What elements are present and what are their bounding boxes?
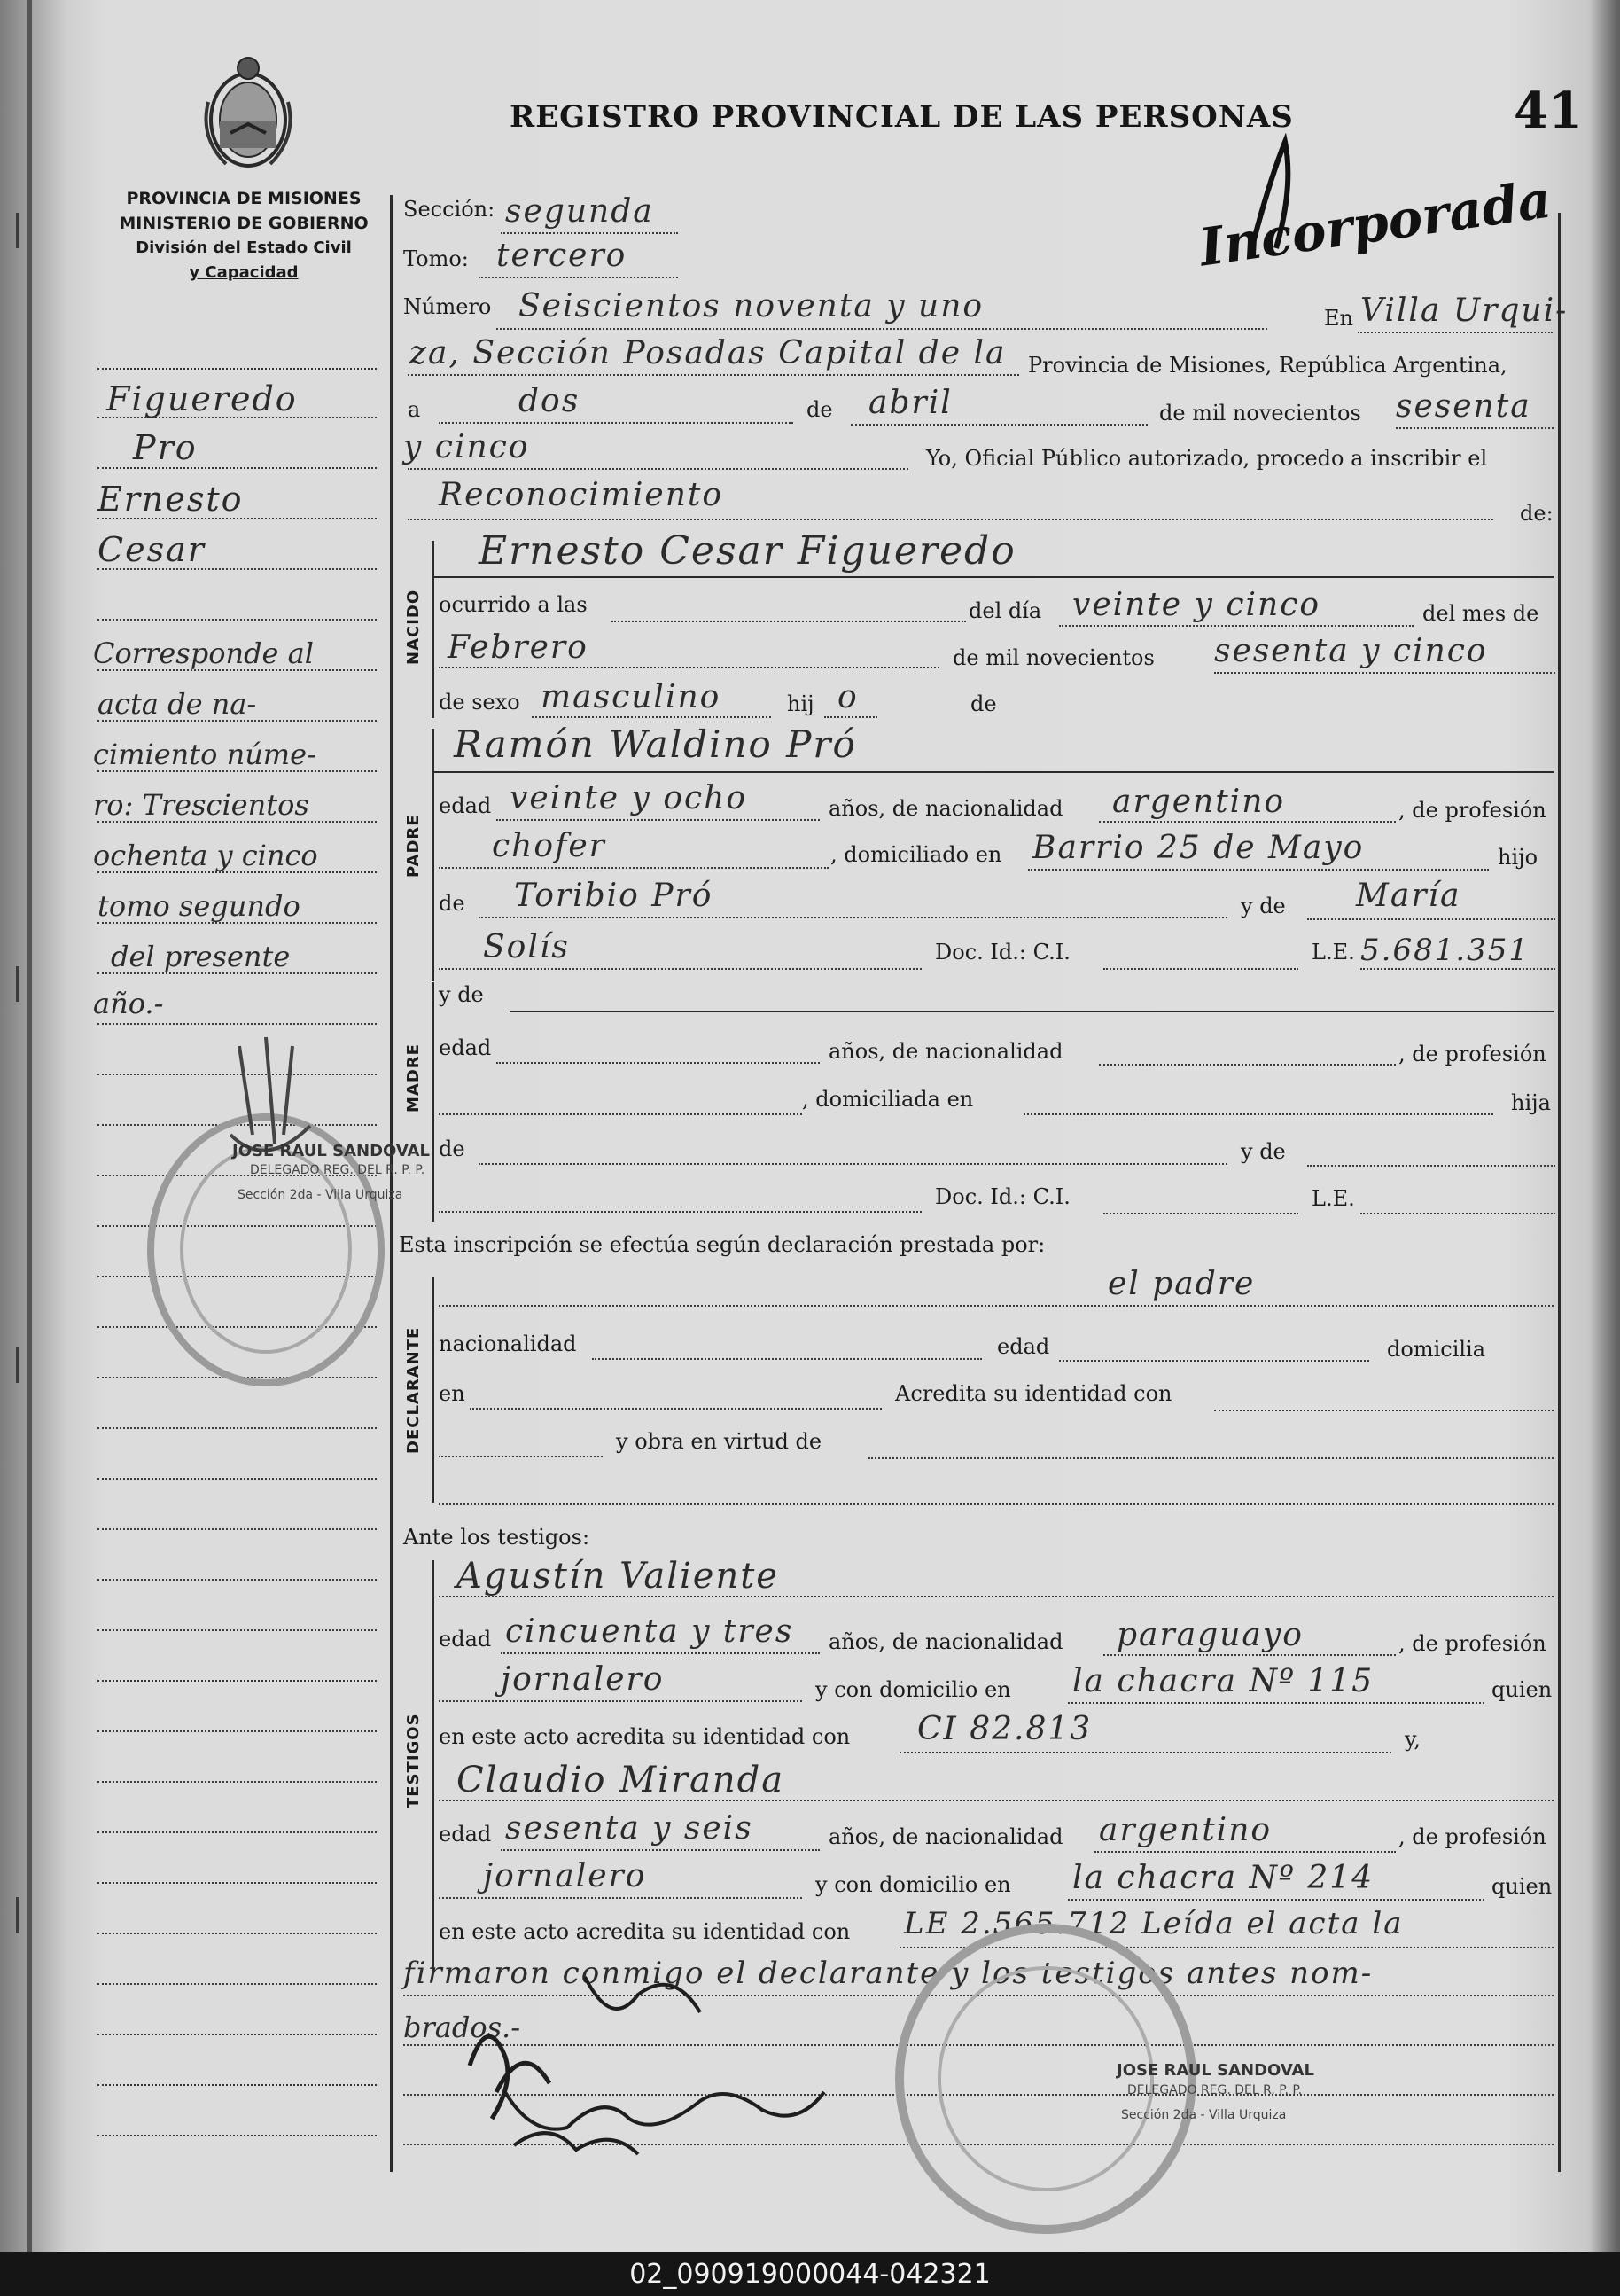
birth-year-value: sesenta y cinco: [1214, 633, 1488, 669]
t2-anios-label: años, de nacionalidad: [829, 1824, 1063, 1849]
del-mes-label: del mes de: [1422, 601, 1539, 626]
t1-quien-label: quien: [1491, 1677, 1553, 1702]
official-signature: Incorporada: [1196, 168, 1555, 278]
paternal-grandmother-cont: Solís: [483, 929, 570, 965]
del-dia-label: del día: [969, 598, 1042, 623]
father-address: Barrio 25 de Mayo: [1032, 830, 1365, 866]
madre-doc-label: Doc. Id.: C.I.: [935, 1184, 1071, 1209]
declarante-nacionalidad-label: nacionalidad: [439, 1332, 577, 1356]
dia-value: dos: [518, 383, 580, 419]
birth-month-value: Febrero: [448, 629, 588, 666]
testigos-bracket: [432, 1560, 434, 1968]
right-column-border: [1558, 213, 1561, 2172]
madre-domiciliada-label: , domiciliada en: [802, 1087, 974, 1112]
madre-section-label: MADRE: [404, 1043, 423, 1113]
padre-le-label: L.E.: [1312, 940, 1355, 964]
page-number: 41: [1514, 82, 1583, 140]
margin-note-line: acta de na-: [97, 687, 257, 721]
place-line: za, Sección Posadas Capital de la: [409, 335, 1007, 371]
de-label: de: [806, 397, 833, 422]
t1-acredita-label: en este acto acredita su identidad con: [439, 1724, 851, 1749]
en-value: Villa Urqui-: [1360, 293, 1569, 329]
margin-note-line: ochenta y cinco: [93, 839, 318, 872]
bottom-stamp-place: Sección 2da - Villa Urquiza: [1121, 2108, 1287, 2122]
witness-1-document: CI 82.813: [917, 1711, 1093, 1747]
padre-section-label: PADRE: [404, 814, 423, 878]
madre-de-label: de: [439, 1136, 465, 1161]
paternal-grandfather: Toribio Pró: [514, 878, 713, 914]
book-binding: [27, 0, 32, 2252]
hij-de-label: de: [970, 691, 997, 716]
madre-y-de2-label: y de: [1241, 1139, 1286, 1164]
testigos-text: Ante los testigos:: [403, 1525, 590, 1550]
division-line: División del Estado Civil: [136, 238, 352, 257]
t2-quien-label: quien: [1491, 1874, 1553, 1899]
testigos-section-label: TESTIGOS: [404, 1713, 423, 1808]
padre-hijo-label: hijo: [1498, 845, 1538, 870]
margin-surname-2: Pro: [133, 428, 198, 467]
margin-stamp-place: Sección 2da - Villa Urquiza: [238, 1188, 403, 1202]
de-colon-label: de:: [1520, 501, 1554, 526]
margin-note-line: Corresponde al: [93, 636, 314, 670]
margin-stamp-name: JOSE RAUL SANDOVAL: [232, 1142, 430, 1160]
sexo-label: de sexo: [439, 690, 520, 715]
binding-stitch: [16, 213, 19, 248]
closing-line: firmaron conmigo el declarante y los testigos antes nom-: [403, 1956, 1374, 1991]
witness-signatures: [408, 1959, 957, 2163]
witness-2-profession: jornalero: [483, 1858, 647, 1894]
t2-profesion-label: , de profesión: [1398, 1824, 1546, 1849]
witness-1-age: cincuenta y tres: [505, 1613, 794, 1650]
page-edge-shadow: [1591, 0, 1620, 2252]
sexo-value: masculino: [541, 679, 721, 715]
scan-caption: 02_090919000044-042321: [629, 2259, 991, 2290]
mes-value: abril: [868, 385, 953, 421]
margin-given-name-2: Cesar: [97, 530, 206, 569]
margin-note-line: tomo segundo: [97, 889, 300, 923]
province-line: PROVINCIA DE MISIONES: [126, 189, 362, 208]
declarante-bracket: [432, 1277, 434, 1503]
declarante-en-label: en: [439, 1381, 465, 1406]
padre-bracket: [432, 729, 434, 981]
margin-surname: Figueredo: [106, 379, 298, 418]
margin-note-line: cimiento núme-: [93, 738, 316, 771]
scan-caption-bar: [0, 2252, 1620, 2296]
en-label: En: [1324, 306, 1353, 331]
witness-1-nationality: paraguayo: [1117, 1617, 1304, 1653]
father-age: veinte y ocho: [510, 780, 748, 816]
padre-domiciliado-label: , domiciliado en: [830, 842, 1002, 867]
declarante-section-label: DECLARANTE: [404, 1326, 423, 1454]
birth-day-value: veinte y cinco: [1072, 587, 1321, 623]
witness-1-name: Agustín Valiente: [456, 1556, 779, 1597]
madre-edad-label: edad: [439, 1035, 492, 1060]
anio-value: sesenta: [1396, 388, 1531, 425]
declarante-value: el padre: [1108, 1266, 1256, 1302]
ministry-line: MINISTERIO DE GOBIERNO: [119, 214, 369, 233]
witness-1-address: la chacra Nº 115: [1072, 1663, 1375, 1699]
madre-profesion-label: , de profesión: [1398, 1042, 1546, 1066]
witness-2-nationality: argentino: [1099, 1812, 1273, 1848]
child-name: Ernesto Cesar Figueredo: [479, 528, 1016, 574]
margin-note-line: año.-: [93, 987, 164, 1020]
witness-2-document: LE 2.565.712 Leída el acta la: [904, 1906, 1404, 1941]
t1-anios-label: años, de nacionalidad: [829, 1629, 1063, 1654]
binding-stitch: [16, 966, 19, 1002]
father-name: Ramón Waldino Pró: [454, 722, 857, 766]
padre-y-de-label: y de: [1241, 894, 1286, 918]
paternal-grandmother: María: [1356, 878, 1461, 914]
yo-text: Yo, Oficial Público autorizado, procedo a inscribir el: [926, 446, 1488, 471]
t2-acredita-label: en este acto acredita su identidad con: [439, 1919, 851, 1944]
provincia-text: Provincia de Misiones, República Argentina,: [1028, 353, 1507, 378]
nacido-section-label: NACIDO: [404, 589, 423, 665]
declarante-domicilia-label: domicilia: [1387, 1337, 1486, 1362]
acto-value: Reconocimiento: [439, 477, 724, 513]
tomo-label: Tomo:: [403, 246, 469, 271]
anio-continuation: y cinco: [403, 429, 530, 465]
madre-le-label: L.E.: [1312, 1186, 1355, 1211]
nacido-bracket: [432, 541, 434, 718]
mil-novecientos-label: de mil novecientos: [1159, 401, 1361, 426]
declarante-edad-label: edad: [997, 1334, 1050, 1359]
t1-profesion-label: , de profesión: [1398, 1631, 1546, 1656]
father-profession: chofer: [492, 828, 606, 864]
binding-stitch: [16, 1347, 19, 1383]
witness-1-profession: jornalero: [501, 1661, 665, 1698]
margin-given-name: Ernesto: [97, 480, 244, 519]
father-le-number: 5.681.351: [1360, 933, 1530, 968]
capacity-line: y Capacidad: [189, 263, 299, 282]
t1-y-label: y,: [1405, 1727, 1421, 1752]
numero-value: Seiscientos noventa y uno: [518, 288, 985, 324]
t2-domicilio-label: y con domicilio en: [815, 1872, 1011, 1897]
hij-value: o: [837, 679, 859, 715]
hij-label: hij: [787, 691, 814, 716]
province-block: [84, 186, 403, 285]
seccion-value: segunda: [505, 193, 654, 230]
birth-mil-label: de mil novecientos: [953, 645, 1155, 670]
witness-2-name: Claudio Miranda: [456, 1760, 785, 1800]
madre-hija-label: hija: [1511, 1090, 1551, 1115]
padre-anios-label: años, de nacionalidad: [829, 796, 1063, 821]
witness-2-address: la chacra Nº 214: [1072, 1860, 1375, 1896]
margin-seal-stamp: [133, 1028, 399, 1410]
margin-note-line: del presente: [111, 940, 291, 973]
padre-de-label: de: [439, 891, 465, 916]
coat-of-arms-icon: [199, 49, 297, 173]
numero-label: Número: [403, 294, 492, 319]
t1-edad-label: edad: [439, 1627, 492, 1652]
ocurrido-label: ocurrido a las: [439, 592, 588, 617]
padre-doc-label: Doc. Id.: C.I.: [935, 940, 1071, 964]
declaracion-text: Esta inscripción se efectúa según declaración prestada por:: [399, 1232, 1046, 1257]
tomo-value: tercero: [496, 238, 627, 274]
padre-profesion-label: , de profesión: [1398, 798, 1546, 823]
a-label: a: [408, 397, 421, 422]
signature-flourish: [1232, 133, 1338, 266]
margin-note-line: ro: Trescientos: [93, 788, 309, 822]
bottom-stamp-role: DELEGADO REG. DEL R. P. P.: [1127, 2083, 1303, 2097]
father-nationality: argentino: [1112, 784, 1286, 820]
witness-2-age: sesenta y seis: [505, 1810, 753, 1847]
binding-stitch: [16, 1897, 19, 1933]
t2-edad-label: edad: [439, 1822, 492, 1847]
madre-y-de-label: y de: [439, 982, 484, 1007]
registry-title: REGISTRO PROVINCIAL DE LAS PERSONAS: [510, 99, 1294, 135]
closing-end: brados.-: [403, 2011, 521, 2044]
declarante-obra-label: y obra en virtud de: [616, 1429, 822, 1454]
padre-edad-label: edad: [439, 793, 492, 818]
madre-bracket: [432, 982, 434, 1222]
t1-domicilio-label: y con domicilio en: [815, 1677, 1011, 1702]
bottom-stamp-name: JOSE RAUL SANDOVAL: [1117, 2061, 1314, 2080]
seccion-label: Sección:: [403, 197, 495, 222]
madre-anios-label: años, de nacionalidad: [829, 1039, 1063, 1064]
declarante-acredita-label: Acredita su identidad con: [895, 1381, 1172, 1406]
margin-stamp-role: DELEGADO REG. DEL R. P. P.: [250, 1163, 425, 1177]
